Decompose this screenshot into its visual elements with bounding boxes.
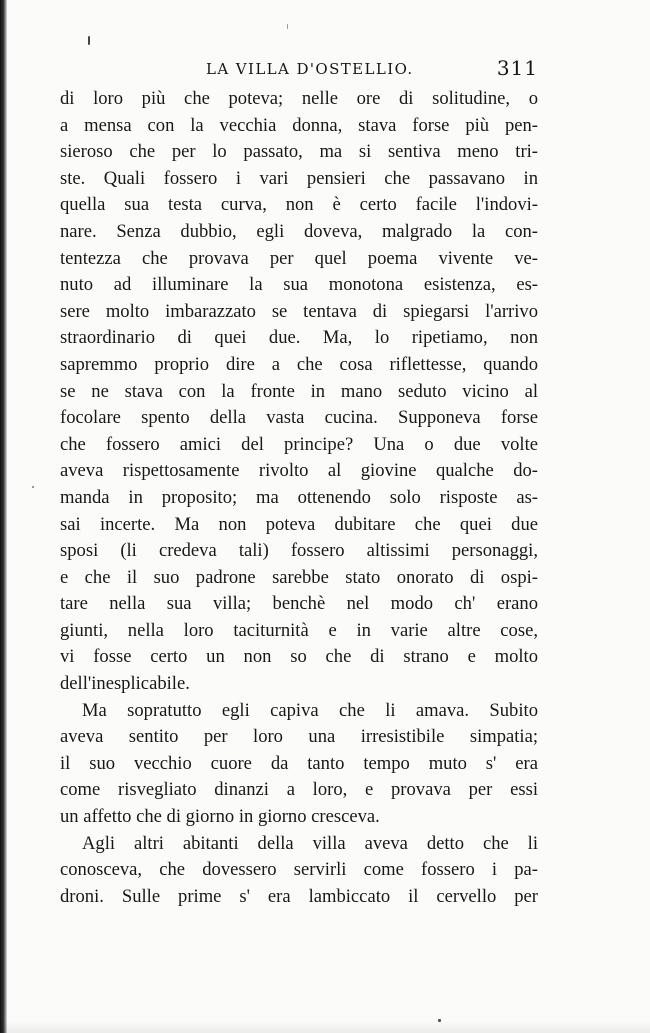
text-line: sapremmo proprio dire a che cosa riflettesse, quando [60, 353, 538, 375]
text-line: nuto ad illuminare la sua monotona esistenza, es- [60, 274, 538, 296]
text-line: un affetto che di giorno in giorno cresceva. [60, 806, 380, 828]
body-text [60, 86, 538, 910]
text-line: il suo vecchio cuore da tanto tempo muto s' era [60, 752, 538, 774]
text-line: nare. Senza dubbio, egli doveva, malgrado la con- [60, 220, 538, 242]
text-line: straordinario di quei due. Ma, lo ripetiamo, non [60, 327, 538, 349]
text-line: e che il suo padrone sarebbe stato onorato di ospi- [60, 566, 538, 588]
text-line: tentezza che provava per quel poema vivente ve- [60, 247, 538, 269]
text-line: aveva rispettosamente rivolto al giovine qualche do- [60, 460, 538, 482]
text-line: manda in proposito; ma ottenendo solo risposte as- [60, 486, 538, 508]
scan-edge-bottom [0, 1021, 650, 1033]
text-line: aveva sentito per loro una irresistibile simpatia; [60, 726, 538, 748]
text-line: Ma sopratutto egli capiva che li amava. Subito [82, 699, 538, 721]
print-speck [438, 1019, 441, 1022]
text-line: focolare spento della vasta cucina. Supponeva forse [60, 407, 538, 429]
text-line: che fossero amici del principe? Una o due volte [60, 433, 538, 455]
print-speck [88, 36, 90, 45]
text-line: sposi (li credeva tali) fossero altissimi personaggi, [60, 540, 538, 562]
print-speck [287, 24, 288, 29]
running-head [60, 56, 538, 84]
text-line: a mensa con la vecchia donna, stava forse più pen- [60, 114, 538, 136]
print-speck [32, 486, 34, 488]
text-line: Agli altri abitanti della villa aveva detto che li [82, 832, 538, 854]
text-line: giunti, nella loro taciturnità e in varie altre cose, [60, 619, 538, 641]
page-number: 311 [496, 56, 538, 80]
text-line: conosceva, che dovessero servirli come fossero i pa- [60, 859, 538, 881]
text-line: se ne stava con la fronte in mano seduto vicino al [60, 380, 538, 402]
scan-edge-left [0, 0, 7, 1033]
text-line: tare nella sua villa; benchè nel modo ch' erano [60, 593, 538, 615]
text-line: quella sua testa curva, non è certo facile l'indovi- [60, 194, 538, 216]
text-line: come risvegliato dinanzi a loro, e provava per essi [60, 779, 538, 801]
text-line: droni. Sulle prime s' era lambiccato il cervello per [60, 885, 538, 907]
text-line: sieroso che per lo passato, ma si sentiva meno tri- [60, 141, 538, 163]
running-title: LA VILLA D'OSTELLIO. [206, 60, 414, 78]
text-line: ste. Quali fossero i vari pensieri che passavano in [60, 167, 538, 189]
text-line: di loro più che poteva; nelle ore di solitudine, o [60, 88, 538, 109]
text-line: dell'inesplicabile. [60, 673, 190, 695]
text-line: sai incerte. Ma non poteva dubitare che quei due [60, 513, 538, 535]
text-line: sere molto imbarazzato se tentava di spiegarsi l'arrivo [60, 300, 538, 322]
text-line: vi fosse certo un non so che di strano e molto [60, 646, 538, 668]
